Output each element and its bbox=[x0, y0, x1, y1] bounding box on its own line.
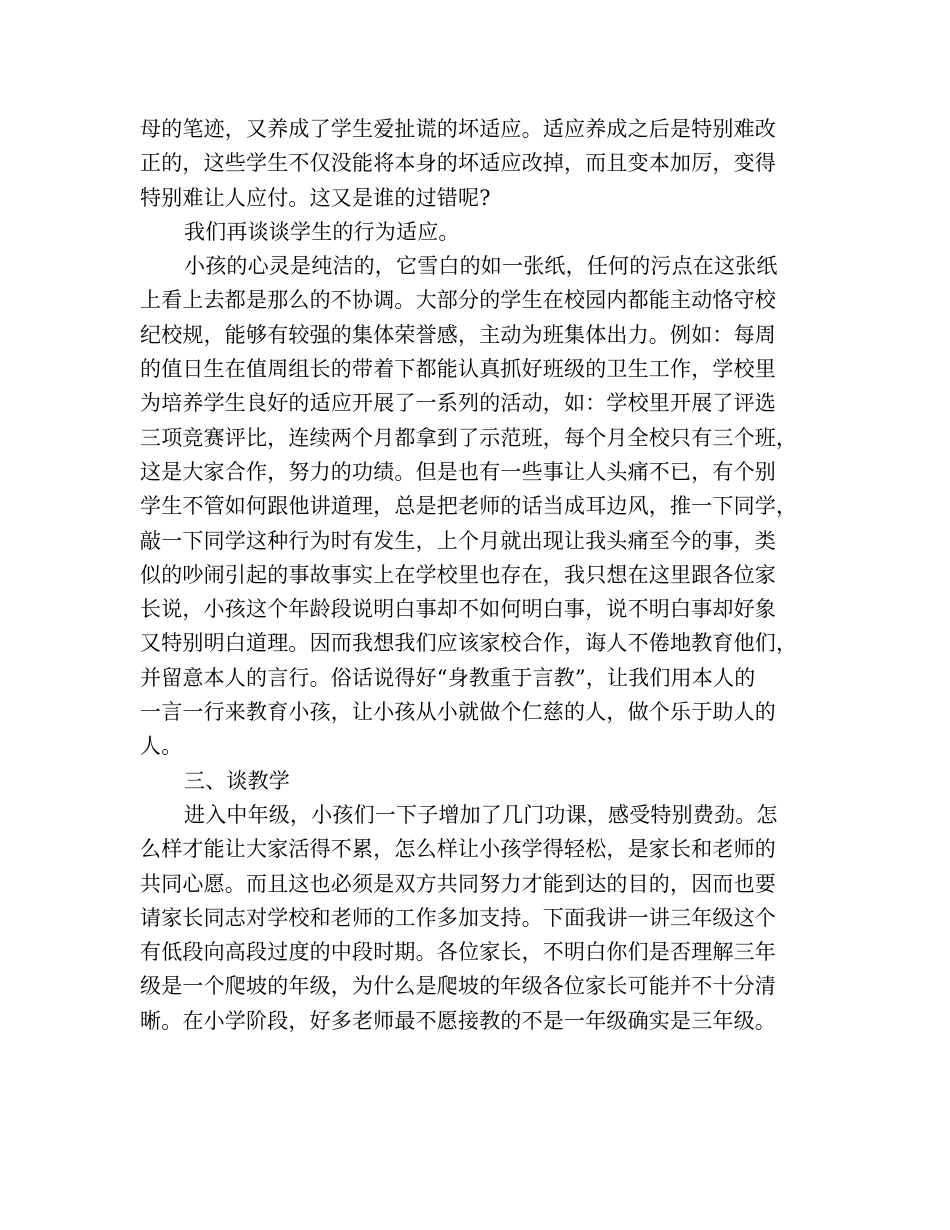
text-line: 有低段向高段过度的中段时期。各位家长，不明白你们是否理解三年 bbox=[140, 940, 776, 965]
text-line: 特别难让人应付。这又是谁的过错呢? bbox=[140, 185, 491, 210]
text-line: 上看上去都是那么的不协调。大部分的学生在校园内都能主动恪守校 bbox=[140, 288, 776, 313]
body-text bbox=[140, 112, 820, 1038]
text-line: 纪校规，能够有较强的集体荣誉感，主动为班集体出力。例如：每周 bbox=[140, 322, 776, 347]
text-line: 长说，小孩这个年龄段说明白事却不如何明白事，说不明白事却好象 bbox=[140, 597, 776, 622]
text-line: 三项竞赛评比，连续两个月都拿到了示范班，每个月全校只有三个班， bbox=[140, 425, 798, 450]
text-line: 请家长同志对学校和老师的工作多加支持。下面我讲一讲三年级这个 bbox=[140, 905, 776, 930]
text-line: 学生不管如何跟他讲道理，总是把老师的话当成耳边风，推一下同学， bbox=[140, 494, 798, 519]
text-line: 我们再谈谈学生的行为适应。 bbox=[184, 219, 460, 244]
text-line: 正的，这些学生不仅没能将本身的坏适应改掉，而且变本加厉，变得 bbox=[140, 151, 776, 176]
text-line: 级是一个爬坡的年级，为什么是爬坡的年级各位家长可能并不十分清 bbox=[140, 974, 776, 999]
text-line: 共同心愿。而且这也必须是双方共同努力才能到达的目的，因而也要 bbox=[140, 871, 776, 896]
text-line: 敲一下同学这种行为时有发生，上个月就出现让我头痛至今的事，类 bbox=[140, 528, 776, 553]
text-line: 又特别明白道理。因而我想我们应该家校合作，诲人不倦地教育他们， bbox=[140, 631, 798, 656]
text-line: 的值日生在值周组长的带着下都能认真抓好班级的卫生工作，学校里 bbox=[140, 357, 776, 382]
text-line: 么样才能让大家活得不累，怎么样让小孩学得轻松，是家长和老师的 bbox=[140, 837, 776, 862]
text-line: 似的吵闹引起的事故事实上在学校里也存在，我只想在这里跟各位家 bbox=[140, 562, 776, 587]
text-line: 小孩的心灵是纯洁的，它雪白的如一张纸，任何的污点在这张纸 bbox=[184, 254, 778, 279]
text-line: 一言一行来教育小孩，让小孩从小就做个仁慈的人，做个乐于助人的 bbox=[140, 700, 776, 725]
text-line: 为培养学生良好的适应开展了一系列的活动，如：学校里开展了评选 bbox=[140, 391, 776, 416]
text-line: 三、谈教学 bbox=[184, 768, 290, 793]
text-line: 进入中年级，小孩们一下子增加了几门功课，感受特别费劲。怎 bbox=[184, 802, 778, 827]
text-line: 并留意本人的言行。俗话说得好“身教重于言教”，让我们用本人的 bbox=[140, 665, 756, 690]
text-line: 这是大家合作，努力的功绩。但是也有一些事让人头痛不已，有个别 bbox=[140, 459, 776, 484]
text-line: 晰。在小学阶段，好多老师最不愿接教的不是一年级确实是三年级。 bbox=[140, 1008, 776, 1033]
text-line: 人。 bbox=[140, 734, 183, 759]
text-line: 母的笔迹，又养成了学生爱扯谎的坏适应。适应养成之后是特别难改 bbox=[140, 117, 776, 141]
